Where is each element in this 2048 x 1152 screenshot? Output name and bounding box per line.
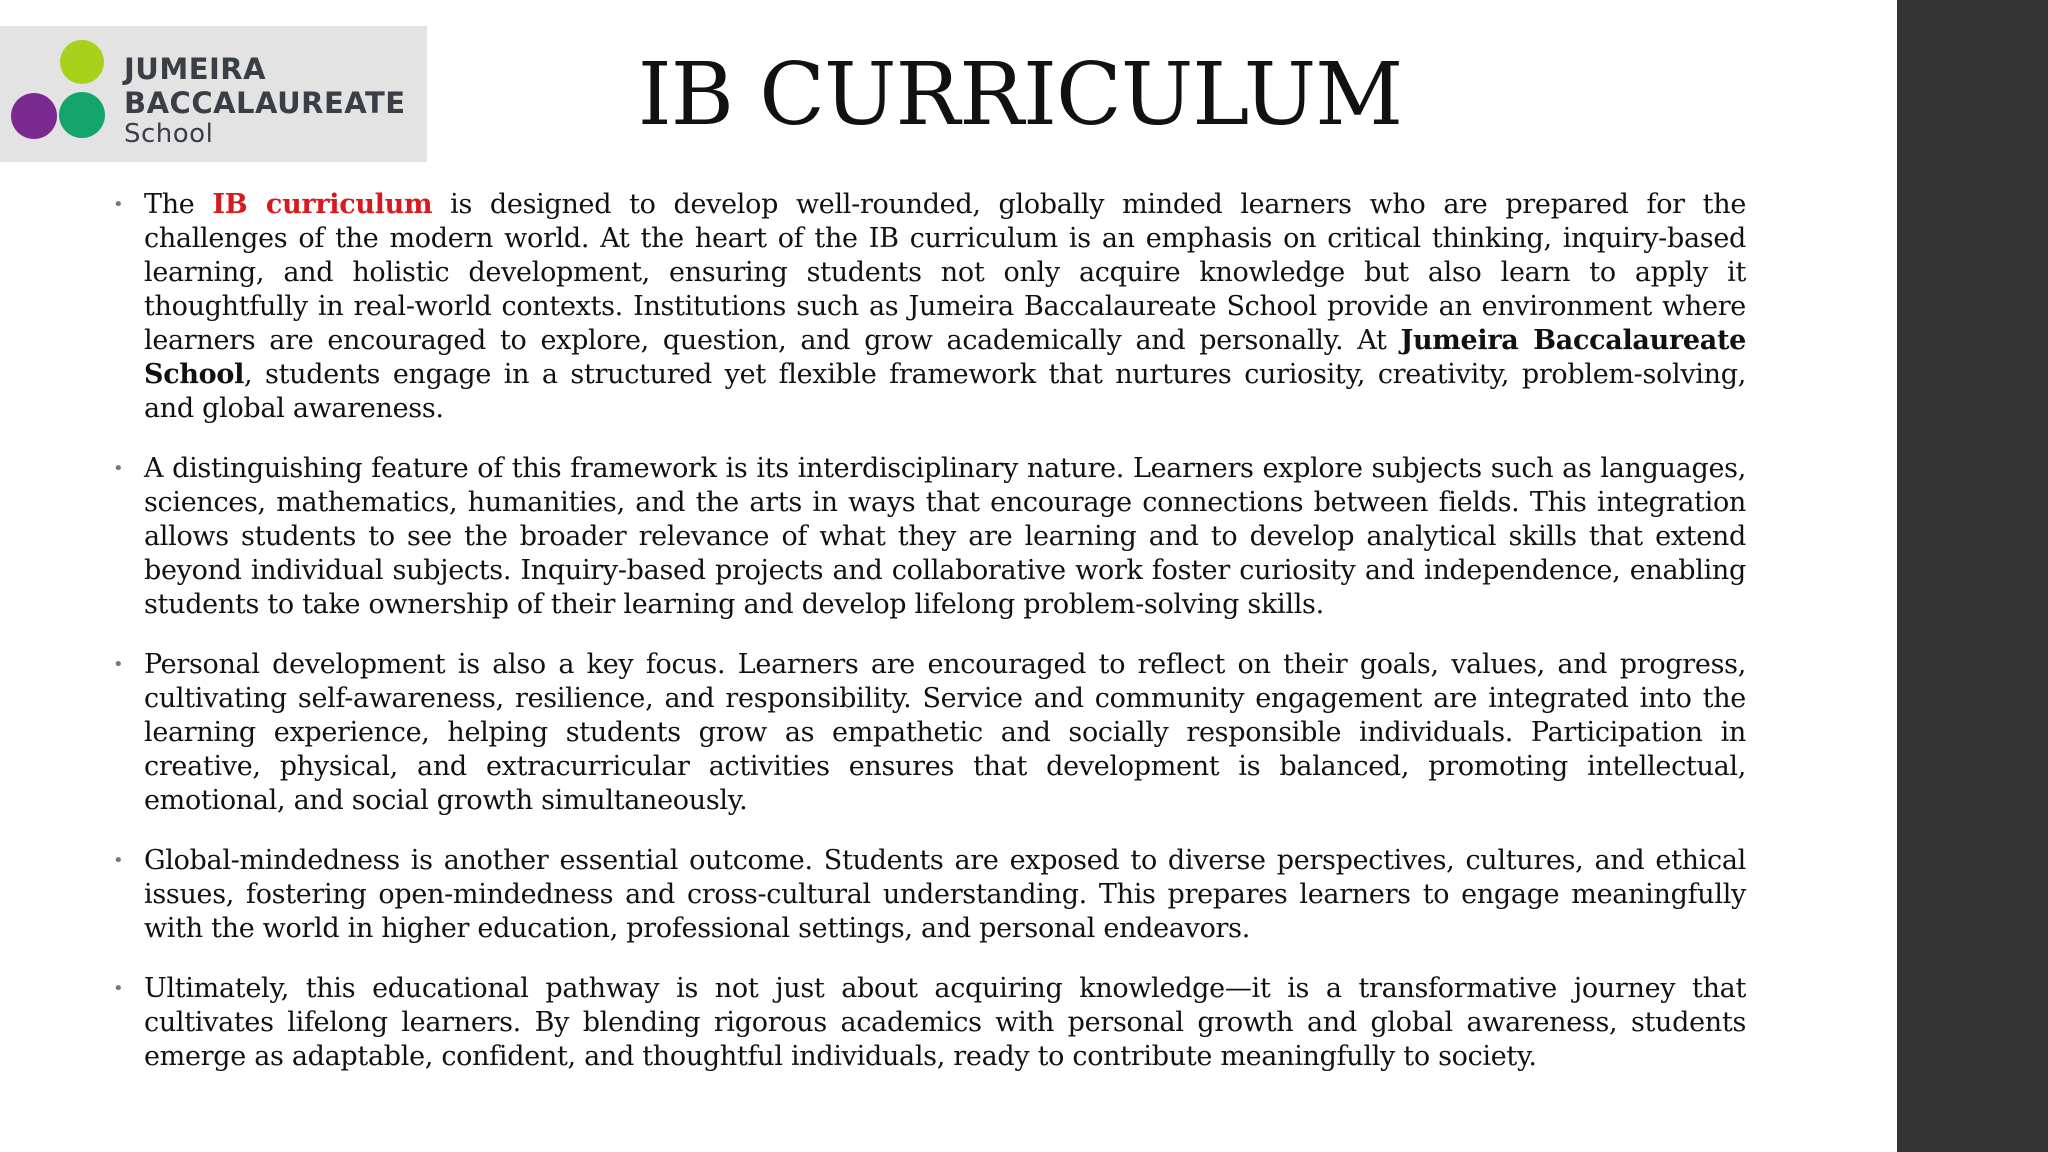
bullet-list <box>112 188 1746 1100</box>
paragraph-conclusion <box>112 972 1746 1074</box>
page-title: IB CURRICULUM <box>637 45 1403 145</box>
bullet-icon: • <box>113 654 124 675</box>
bullet-icon: • <box>113 850 124 871</box>
logo-circles-icon <box>0 26 120 162</box>
bullet-icon: • <box>113 978 124 999</box>
logo-line-baccalaureate: BACCALAUREATE <box>124 86 406 120</box>
logo-line-school: School <box>124 119 214 149</box>
paragraph-text: Global-mindedness is another essential outcome. Students are exposed to diverse perspectives, cultures, and ethical issues, fostering open-mindedness and cross-cultural understanding. This prepares learners to engage meaningfully with the world in higher education, professional settings, and personal endeavors. <box>144 845 1746 944</box>
school-logo <box>0 26 427 162</box>
paragraph-interdisciplinary <box>112 452 1746 622</box>
paragraph-text: Personal development is also a key focus. Learners are encouraged to reflect on their goals, values, and progress, cultivating self-awareness, resilience, and responsibility. Service and community engagement are integrated into the learning experience, helping students grow as empathetic and socially responsible individuals. Participation in creative, physical, and extracurricular activities ensures that development is balanced, promoting intellectual, emotional, and social growth simultaneously. <box>144 649 1746 816</box>
intro-text-middle: is designed to develop well-rounded, globally minded learners who are prepared for the challenges of the modern world. At the heart of the IB curriculum is an emphasis on critical thinking, inquiry-based learning, and holistic development, ensuring students not only acquire knowledge but also learn to apply it thoughtfully in real-world contexts. Institutions such as Jumeira Baccalaureate School provide an environment where learners are encouraged to explore, question, and grow academically and personally. At <box>144 189 1746 356</box>
school-name-bold: Jumeira Baccalaureate School <box>144 325 1746 390</box>
logo-line-jumeira: JUMEIRA <box>124 52 267 86</box>
paragraph-intro <box>112 188 1746 426</box>
bullet-icon: • <box>113 194 124 215</box>
intro-text-start: The <box>144 189 213 220</box>
right-sidebar-panel <box>1897 0 2048 1152</box>
paragraph-text: A distinguishing feature of this framework is its interdisciplinary nature. Learners explore subjects such as languages, sciences, mathematics, humanities, and the arts in ways that encourage connections between fields. This integration allows students to see the broader relevance of what they are learning and to develop analytical skills that extend beyond individual subjects. Inquiry-based projects and collaborative work foster curiosity and independence, enabling students to take ownership of their learning and develop lifelong problem-solving skills. <box>144 453 1746 620</box>
paragraph-personal-development <box>112 648 1746 818</box>
ib-curriculum-highlight: IB curriculum <box>212 189 433 220</box>
paragraph-global-mindedness <box>112 844 1746 946</box>
bullet-icon: • <box>113 458 124 479</box>
intro-text-end: , students engage in a structured yet flexible framework that nurtures curiosity, creativity, problem-solving, and global awareness. <box>144 359 1746 424</box>
paragraph-text: Ultimately, this educational pathway is not just about acquiring knowledge—it is a transformative journey that cultivates lifelong learners. By blending rigorous academics with personal growth and global awareness, students emerge as adaptable, confident, and thoughtful individuals, ready to contribute meaningfully to society. <box>144 973 1746 1072</box>
